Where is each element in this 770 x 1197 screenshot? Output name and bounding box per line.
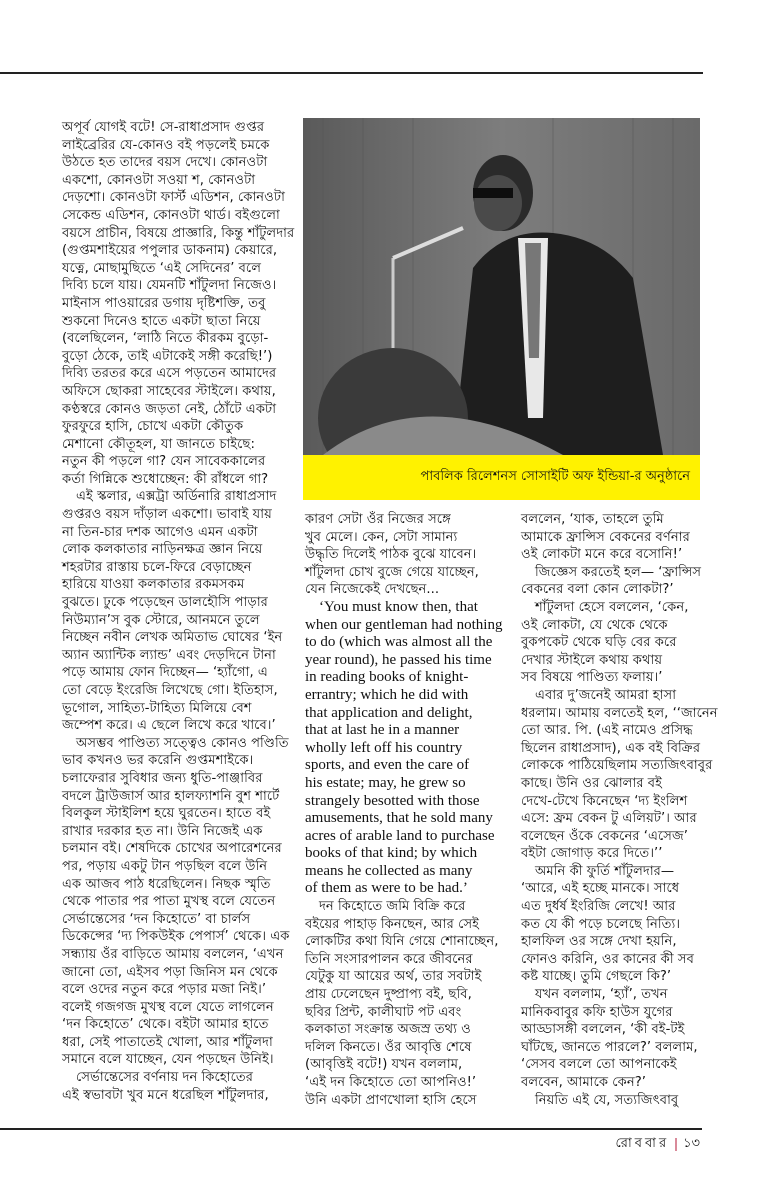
photo-caption: [303, 455, 700, 500]
text-line: (আবৃত্তিই বটে!) যখন বললাম,: [305, 1057, 463, 1073]
text-line: ছবির প্রিন্ট, কালীঘাট পট এবং: [305, 1004, 462, 1020]
text-line: অসম্ভব পাণ্ডিত্য সত্ত্বেও কোনও পণ্ডিতি: [76, 735, 289, 751]
text-line: (গুপ্তমশাইয়ের পপুলার ডাকনাম) কেয়ারে,: [62, 243, 278, 259]
paragraph: [62, 488, 294, 734]
photo-caption-text: পাবলিক রিলেশনস সোসাইটি অফ ইন্ডিয়া-র অনুষ্ঠানে: [420, 469, 690, 484]
text-line: কণ্ঠস্বরে কোনও জড়তা নেই, ঠোঁটে একটা: [62, 401, 277, 417]
paragraph: [305, 898, 502, 1109]
text-line: এক আজব পাঠ ধরেছিলেন। নিছক স্মৃতি: [62, 876, 271, 892]
text-line: শুকনো দিনেও হাতে একটা ছাতা নিয়ে: [62, 313, 261, 329]
paragraph: [305, 511, 502, 599]
text-line: অপূর্ব যোগই বটে! সে-রাধাপ্রসাদ গুপ্তর: [62, 120, 265, 135]
text-line: books of that kind; by which: [305, 845, 478, 862]
text-line: কষ্ট যাচ্ছে। তুমি গেছলে কি?’: [521, 969, 672, 985]
photo-speaker-at-microphone: [303, 118, 700, 455]
text-line: that application and delight,: [305, 704, 473, 721]
text-line: আড্ডাসঙ্গী বললেন, ‘কী বই-টই: [521, 1022, 685, 1038]
text-line: বয়সে প্রাচীন, বিষয়ে প্রাজ্ঞারি, কিন্তু শাঁটুলদার: [62, 225, 295, 241]
text-line: কাছে। উনি ওর ঝোলার বই: [521, 775, 662, 791]
text-line: ভাব কখনও ভর করেনি গুপ্তমশাইকে।: [62, 753, 254, 769]
text-line: means he collected as many: [305, 862, 473, 879]
text-line: উদ্ধৃতি দিলেই পাঠক বুঝে যাবেন।: [305, 547, 477, 563]
text-line: লোক কলকাতার নাড়িনক্ষত্র জ্ঞান নিয়ে: [62, 542, 263, 558]
text-line: এই স্কলার, এক্সট্রা অর্ডিনারি রাধাপ্রসাদ: [76, 489, 277, 505]
text-line: দেখার স্টাইলে কথায় কথায়: [521, 652, 663, 668]
text-line: বুঝতে। ঢুকে পড়েছেন ডালহৌসি পাড়ার: [62, 595, 268, 611]
bottom-rule: [0, 1128, 702, 1130]
text-line: ছিলেন রাধাপ্রসাদ), এক বই বিক্রির: [521, 740, 701, 756]
paragraph: [305, 599, 502, 898]
paragraph: [521, 511, 718, 564]
text-line: জানো তো, এইসব পড়া জিনিস মন থেকে: [62, 964, 278, 980]
paragraph: [62, 119, 294, 488]
text-line: উনি একটা প্রাণখোলা হাসি হেসে: [305, 1092, 477, 1108]
text-line: না তিন-চার দশক আগেও এমন একটা: [62, 524, 258, 540]
text-line: সেকেন্ড এডিশন, কোনওটা থার্ড। বইগুলো: [62, 207, 280, 223]
text-line: শাঁটুলদা চোখ বুজে গেয়ে যাচ্ছেন,: [305, 564, 479, 580]
text-line: যেন নিজেকেই দেখছেন...: [305, 582, 440, 598]
text-line: বইয়ের পাহাড় কিনছেন, আর সেই: [305, 916, 480, 932]
text-line: মানিকবাবুর কফি হাউস যুগের: [521, 1004, 673, 1020]
text-line: এবার দু’জনেই আমরা হাসা: [535, 687, 677, 703]
text-line: ডিকেন্সের ‘দ্য পিকউইক পেপার্স’ থেকে। এক: [62, 929, 290, 945]
text-line: প্রায় ঢেলেছেন দুষ্প্রাপ্য বই, ছবি,: [305, 987, 472, 1003]
text-line: অফিসে ছোকরা সাহেবের স্টাইলে। কথায়,: [62, 383, 276, 399]
article-column-left: [62, 119, 294, 1104]
text-line: এই স্বভাবটা খুব মনে ধরেছিল শাঁটুলদার,: [62, 1087, 269, 1103]
text-line: নিয়তি এই যে, সত্যজিৎবাবু: [535, 1092, 679, 1108]
paragraph: [521, 687, 718, 863]
paragraph: [521, 564, 718, 599]
text-line: বদলে ট্রাউজার্স আর হালফ্যাশনি বুশ শার্টে: [62, 788, 280, 804]
text-line: শাঁটুলদা হেসে বললেন, ‘কেন,: [535, 599, 689, 615]
page-footer: [616, 1134, 700, 1155]
magazine-name: রোববার: [615, 1136, 670, 1151]
text-line: জম্পেশ করে। এ ছেলে লিখে করে খাবে।’: [62, 718, 276, 734]
text-line: পর, পড়ায় একটু টান পড়ছিল বলে উনি: [62, 858, 268, 874]
text-line: কত যে কী পড়ে চলেছে নিত্যি।: [521, 916, 681, 932]
text-line: শহরটার রাস্তায় চলে-ফিরে বেড়াচ্ছেন: [62, 559, 252, 575]
text-line: সমানে বলে যাচ্ছেন, যেন পড়ছেন উনিই।: [62, 1052, 274, 1068]
text-line: ফোনও করিনি, ওর কানের কী সব: [521, 951, 694, 967]
text-line: that at last he in a manner: [305, 722, 460, 739]
text-line: মাইনাস পাওয়ারের ডগায় দৃষ্টিশক্তি, তবু: [62, 295, 266, 311]
text-line: ‘আরে, এই হচ্ছে মানকে। সাধে: [521, 881, 680, 897]
paragraph: [521, 1092, 718, 1110]
paragraph: [521, 599, 718, 687]
text-line: খুব মেলে। কেন, সেটা সামান্য: [305, 529, 458, 545]
text-line: (বলেছিলেন, ‘লাঠি নিতে কীরকম বুড়ো-: [62, 331, 269, 347]
text-line: his estate; may, he grew so: [305, 774, 466, 791]
text-line: সব বিষয়ে পাণ্ডিত্য ফলায়।’: [521, 670, 663, 686]
text-line: নিউম্যান’স বুক স্টোরে, আনমনে তুলে: [62, 612, 260, 628]
text-line: wholly left off his country: [305, 739, 463, 756]
text-line: বিলকুল স্টাইলিশ হয়ে ঘুরতেন। হাতে বই: [62, 806, 271, 822]
text-line: ওই লোকটা মনে করে বসোনি!’: [521, 547, 683, 563]
text-line: acres of arable land to purchase: [305, 827, 495, 844]
text-line: সের্ভান্তেসের ‘দন কিহোতে’ বা চার্লস: [62, 911, 251, 927]
text-line: ‘এই দন কিহোতে তো আপনিও!’: [305, 1075, 477, 1090]
text-line: of them as were to be had.’: [305, 880, 468, 897]
text-line: ‘সেসব বললে তো আপনাকেই: [521, 1057, 677, 1073]
text-line: কলকাতা সংক্রান্ত অজস্র তথ্য ও: [305, 1022, 471, 1038]
text-line: গুপ্তরও বয়স দাঁড়াল একশো। ভাবাই যায়: [62, 507, 272, 523]
text-line: আমাকে ফ্রান্সিস বেকনের বর্ণনার: [521, 529, 690, 545]
text-line: চলমান বই। শেষদিকে চোখের অপারেশনের: [62, 841, 282, 857]
text-line: ভূগোল, সাহিত্য-টাহিত্য মিলিয়ে বেশ: [62, 700, 252, 716]
text-line: যখন বললাম, ‘হ্যাঁ’, তখন: [535, 987, 668, 1003]
text-line: হালফিল ওর সঙ্গে দেখা হয়নি,: [521, 934, 677, 950]
text-line: দিব্যি চলে যায়। যেমনটি শাঁটুলদা নিজেও।: [62, 278, 277, 294]
top-rule: [0, 72, 703, 74]
text-line: ঘাঁটছে, জানতে পারলে?’ বললাম,: [521, 1039, 698, 1055]
text-line: তো আর. পি. (এই নামেও প্রসিদ্ধ: [521, 723, 693, 739]
text-line: ওই লোকটা, যে থেকে থেকে: [521, 617, 668, 633]
text-line: কারণ সেটা ওঁর নিজের সঙ্গে: [305, 512, 451, 527]
paragraph: [521, 986, 718, 1092]
text-line: এসে: ফ্রম বেকন টু এলিয়ট’। আর: [521, 811, 697, 827]
text-line: দিব্যি তরতর করে এসে পড়তেন আমাদের: [62, 366, 277, 382]
text-line: বইটা জোগাড় করে দিতে।’’: [521, 846, 663, 862]
text-line: নিচ্ছেন নবীন লেখক অমিতাভ ঘোষের ‘ইন: [62, 630, 283, 646]
text-line: when our gentleman had nothing: [305, 616, 503, 633]
text-line: বুড়ো ঠেকে, তাই এটাকেই সঙ্গী করেছি!’): [62, 348, 273, 364]
text-line: ধরলাম। আমায় বলতেই হল, ‘‘জানেন: [521, 705, 718, 721]
text-line: চলাফেরার সুবিধার জন্য ধুতি-পাঞ্জাবির: [62, 770, 263, 786]
text-line: নতুন কী পড়লে গা? যেন সাবেককালের: [62, 454, 266, 470]
text-line: ‘You must know then, that: [319, 598, 478, 615]
text-line: মেশানো কৌতূহল, যা জানতে চাইছে:: [62, 436, 255, 452]
text-line: লোককে পাঠিয়েছিলাম সত্যজিৎবাবুর: [521, 758, 713, 774]
text-line: দন কিহোতে জমি বিক্রি করে: [319, 899, 466, 915]
text-line: পড়ে আমায় ফোন দিচ্ছেন— ‘হ্যাঁগো, এ: [62, 665, 268, 681]
text-line: লাইব্রেরির যে-কোনও বই পড়লেই চমকে: [62, 137, 270, 153]
text-line: দেখে-টেখে কিনেছেন ‘দ্য ইংলিশ: [521, 793, 688, 809]
text-line: বলেছেন ওঁকে বেকনের ‘এসেজ’: [521, 828, 689, 844]
text-line: বলে ওদের নতুন করে পড়ার মজা নিই।’: [62, 982, 267, 998]
text-line: strangely besotted with those: [305, 792, 480, 809]
text-line: রাখার দরকার হত না। উনি নিজেই এক: [62, 823, 263, 839]
text-line: সন্ধ্যায় ওঁর বাড়িতে আমায় বললেন, ‘এখন: [62, 946, 284, 962]
text-line: in reading books of knight-: [305, 669, 469, 686]
text-line: বললেন, ‘যাক, তাহলে তুমি: [521, 512, 664, 527]
text-line: সের্ভান্তেসের বর্ণনায় দন কিহোতের: [76, 1070, 254, 1086]
text-line: ধরা, সেই পাতাতেই খোলা, আর শাঁটুলদা: [62, 1034, 273, 1050]
text-line: sports, and even the care of: [305, 757, 470, 774]
paragraph: [521, 863, 718, 986]
text-line: জিজ্ঞেস করতেই হল— ‘ফ্রান্সিস: [535, 564, 702, 580]
text-line: অমনি কী ফুর্তি শাঁটুলদার—: [535, 863, 675, 879]
text-line: হারিয়ে যাওয়া কলকাতার রকমসকম: [62, 577, 245, 593]
text-line: কর্তা গিন্নিকে শুধোচ্ছেন: কী রাঁধলে গা?: [62, 471, 269, 487]
article-column-right: [521, 511, 718, 1109]
text-line: ফুরফুরে হাসি, চোখে একটা কৌতুক: [62, 419, 244, 435]
footer-separator: [675, 1138, 677, 1151]
text-line: to do (which was almost all the: [305, 634, 493, 651]
text-line: দেড়শো। কোনওটা ফার্স্ট এডিশন, কোনওটা: [62, 190, 285, 206]
text-line: বেকনের বলা কোন লোকটা?’: [521, 582, 674, 598]
text-line: একশো, কোনওটা সওয়া শ, কোনওটা: [62, 172, 256, 188]
paragraph: [62, 1069, 294, 1104]
text-line: দলিল কিনতে। ওঁর আবৃত্তি শেষে: [305, 1039, 472, 1055]
text-line: year round), he passed his time: [305, 651, 492, 668]
text-line: ‘দন কিহোতে’ থেকে। বইটা আমার হাতে: [62, 1017, 269, 1033]
text-line: এত দুর্ধর্ষ ইংরিজি লেখে! আর: [521, 899, 676, 915]
text-line: তো বেড়ে ইংরেজি লিখেছে গো। ইতিহাস,: [62, 683, 278, 698]
article-column-middle: [305, 511, 502, 1109]
text-line: errantry; which he did with: [305, 686, 469, 703]
text-line: তিনি সংসারপালন করে জীবনের: [305, 951, 473, 967]
text-line: বলেই গজগজ মুখস্থ বলে যেতে লাগলেন: [62, 999, 274, 1015]
text-line: বুকপকেট থেকে ঘড়ি বের করে: [521, 635, 677, 651]
text-line: যত্নে, মোছামুছিতে ‘এই সেদিনের’ বলে: [62, 260, 262, 276]
text-line: উঠতে হত তাদের বয়স দেখে। কোনওটা: [62, 155, 268, 171]
text-line: থেকে পাতার পর পাতা মুখস্থ বলে যেতেন: [62, 894, 276, 910]
text-line: লোকটির কথা যিনি গেয়ে শোনাচ্ছেন,: [305, 934, 499, 950]
text-line: যেটুকু যা আয়ের অর্থ, তার সবটাই: [305, 969, 482, 985]
text-line: অ্যান অ্যান্টিক ল্যান্ড’ এবং দেড়দিনে টানা: [62, 647, 276, 663]
article-photo: [303, 118, 700, 455]
text-line: বলবেন, আমাকে কেন?’: [521, 1075, 646, 1090]
page-number: ১৩: [683, 1136, 700, 1151]
text-line: amusements, that he sold many: [305, 810, 493, 827]
paragraph: [62, 735, 294, 1069]
